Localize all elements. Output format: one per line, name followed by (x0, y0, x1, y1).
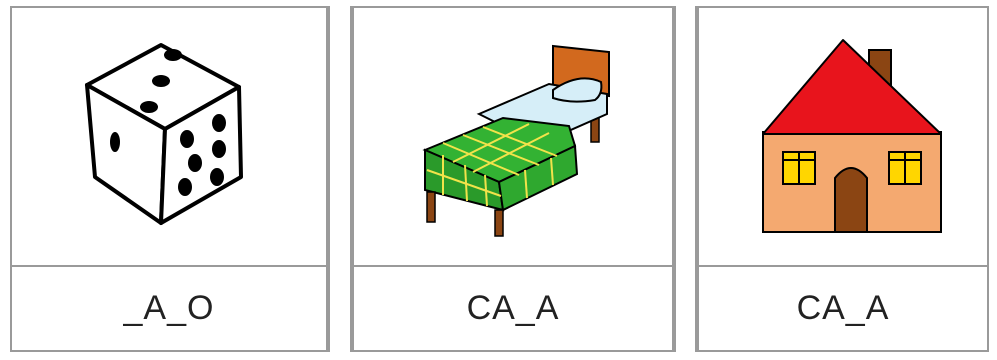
picture-frame (699, 8, 987, 267)
card-gap (328, 6, 352, 352)
card-gap (674, 6, 697, 352)
house-icon (743, 32, 943, 242)
card-word: CA_A (466, 289, 560, 327)
card-word: CA_A (796, 289, 890, 327)
card-word: _A_O (123, 289, 215, 327)
card-house (697, 6, 989, 352)
bed-icon (403, 32, 623, 242)
picture-frame (354, 8, 672, 267)
card-bed (352, 6, 674, 352)
picture-frame (12, 8, 326, 267)
card-dice (10, 6, 328, 352)
dice-icon (69, 27, 269, 247)
